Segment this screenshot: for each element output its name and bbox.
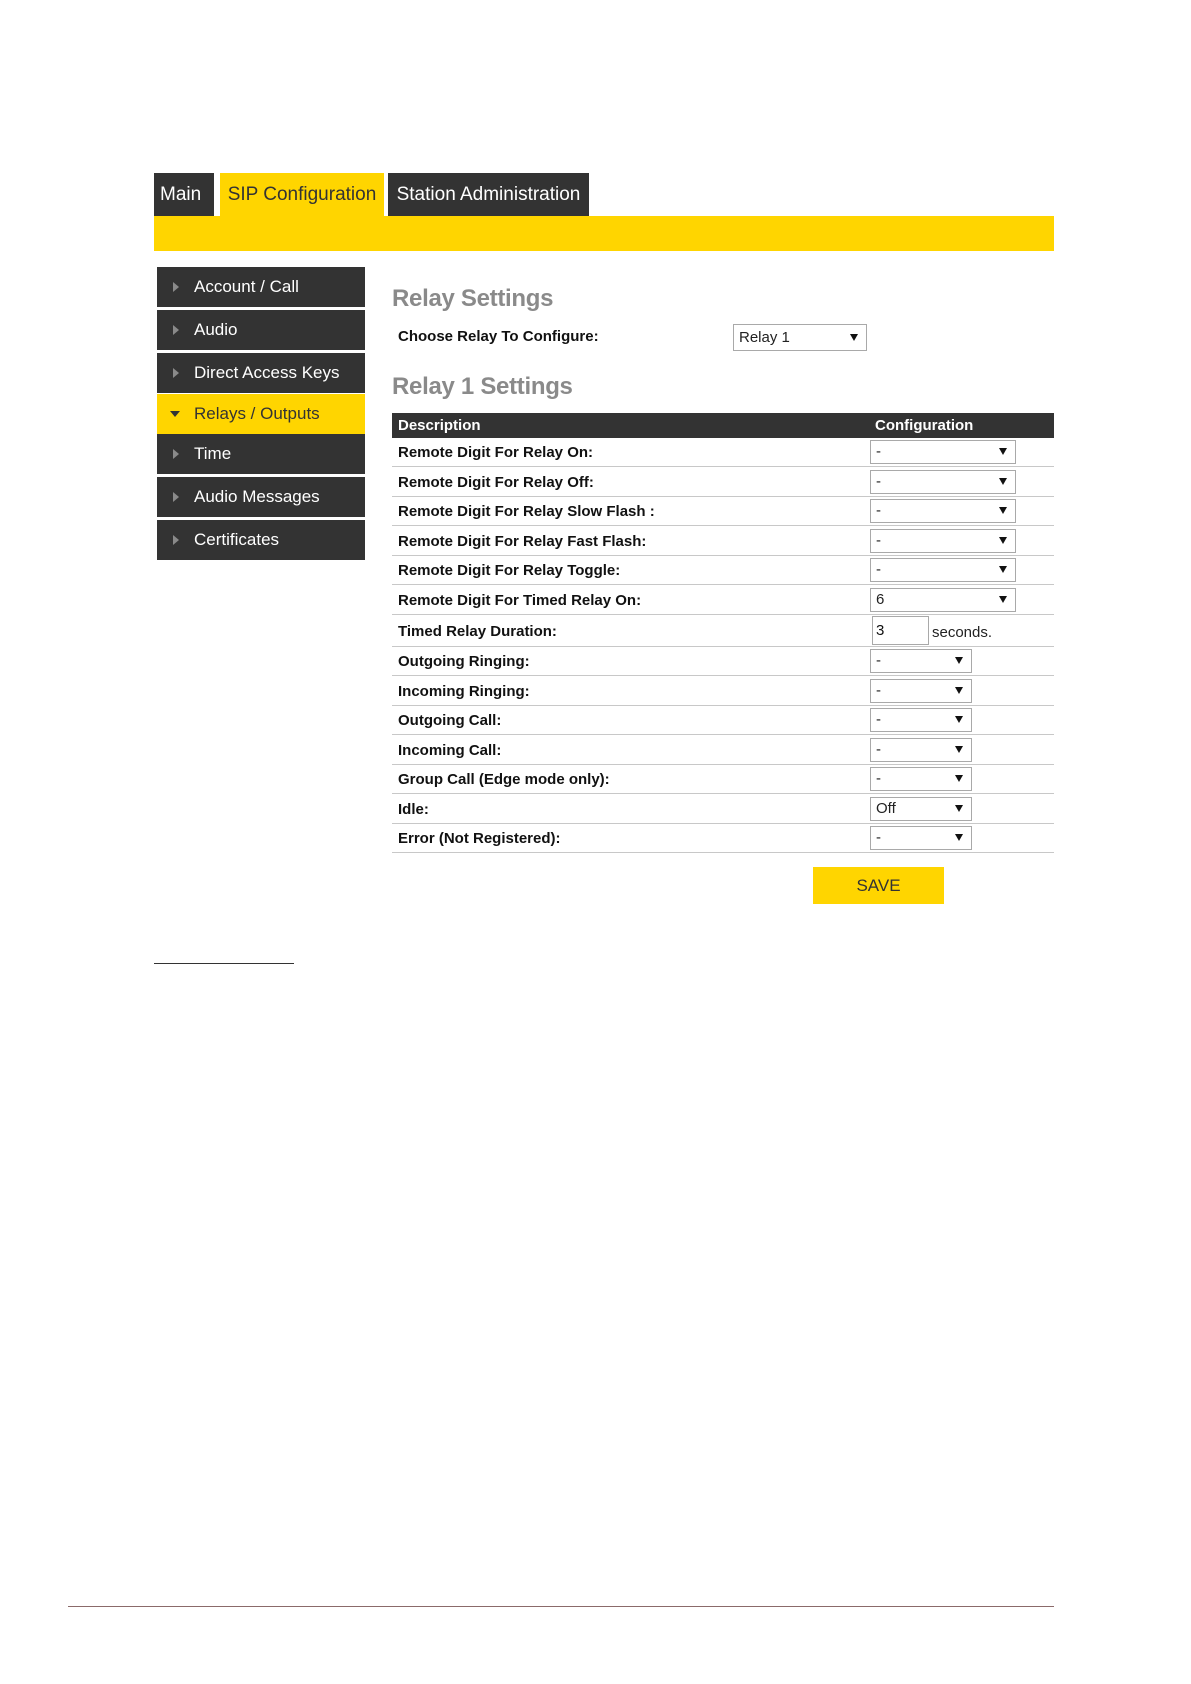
select-value: - — [876, 502, 881, 519]
caret-right-icon — [173, 282, 179, 292]
select-value: - — [876, 652, 881, 669]
row-label: Idle: — [398, 801, 429, 818]
table-row — [392, 794, 1054, 824]
chevron-down-icon — [955, 716, 963, 723]
chevron-down-icon — [850, 334, 858, 341]
caret-right-icon — [173, 449, 179, 459]
row-label: Remote Digit For Relay Toggle: — [398, 562, 621, 579]
relay-off-select[interactable] — [870, 470, 1016, 494]
group-call-select[interactable] — [870, 767, 972, 791]
select-value: - — [876, 741, 881, 758]
footer-divider — [68, 1606, 1054, 1607]
sidebar-item-label: Audio Messages — [194, 487, 320, 506]
chevron-down-icon — [999, 507, 1007, 514]
tab-main[interactable]: Main — [154, 173, 214, 216]
select-value: - — [876, 829, 881, 846]
save-button[interactable]: SAVE — [813, 867, 944, 904]
row-label: Timed Relay Duration: — [398, 623, 557, 640]
relay-select-value: Relay 1 — [739, 329, 790, 346]
select-value: - — [876, 711, 881, 728]
sidebar-item-audio-messages[interactable] — [157, 477, 365, 517]
tab-sip-configuration[interactable]: SIP Configuration — [220, 173, 384, 216]
sidebar-item-certificates[interactable] — [157, 520, 365, 560]
select-value: - — [876, 443, 881, 460]
sidebar-item-direct-access-keys[interactable] — [157, 353, 365, 393]
chevron-down-icon — [955, 657, 963, 664]
error-not-registered-select[interactable] — [870, 826, 972, 850]
chevron-down-icon — [955, 834, 963, 841]
row-label: Remote Digit For Relay On: — [398, 444, 594, 461]
sidebar-item-audio[interactable] — [157, 310, 365, 350]
table-row — [392, 824, 1054, 853]
select-value: - — [876, 473, 881, 490]
sidebar-item-label: Time — [194, 444, 232, 463]
relay-on-select[interactable] — [870, 440, 1016, 464]
relay-fast-flash-select[interactable] — [870, 529, 1016, 553]
chevron-down-icon — [999, 566, 1007, 573]
table-row — [392, 615, 1054, 647]
description-column-header: Description — [398, 417, 481, 434]
sidebar-item-label: Account / Call — [194, 277, 299, 296]
sidebar-item-relays-outputs[interactable] — [157, 394, 365, 434]
table-header — [392, 413, 1054, 438]
table-row — [392, 676, 1054, 706]
row-label: Outgoing Ringing: — [398, 653, 530, 670]
sidebar-item-label: Relays / Outputs — [194, 404, 320, 423]
table-row — [392, 467, 1054, 497]
table-row — [392, 556, 1054, 585]
caret-right-icon — [173, 325, 179, 335]
relay-toggle-select[interactable] — [870, 558, 1016, 582]
row-label: Group Call (Edge mode only): — [398, 771, 610, 788]
table-row — [392, 706, 1054, 735]
chevron-down-icon — [955, 746, 963, 753]
tab-station-administration[interactable]: Station Administration — [388, 173, 589, 216]
relay-settings-heading: Relay Settings — [392, 285, 554, 312]
relay-select[interactable] — [733, 324, 867, 351]
table-row — [392, 438, 1054, 467]
caret-right-icon — [173, 535, 179, 545]
row-label: Incoming Call: — [398, 742, 502, 759]
idle-select[interactable] — [870, 797, 972, 821]
chevron-down-icon — [999, 537, 1007, 544]
sidebar-item-label: Direct Access Keys — [194, 363, 340, 382]
sidebar-item-account-call[interactable] — [157, 267, 365, 307]
choose-relay-label: Choose Relay To Configure: — [398, 328, 599, 345]
chevron-down-icon — [999, 448, 1007, 455]
outgoing-ringing-select[interactable] — [870, 649, 972, 673]
row-label: Error (Not Registered): — [398, 830, 561, 847]
table-row — [392, 647, 1054, 676]
relay-slow-flash-select[interactable] — [870, 499, 1016, 523]
timed-relay-duration-input[interactable]: 3 — [872, 616, 929, 645]
chevron-down-icon — [955, 805, 963, 812]
row-label: Incoming Ringing: — [398, 683, 530, 700]
row-label: Remote Digit For Relay Fast Flash: — [398, 533, 647, 550]
caret-right-icon — [173, 368, 179, 378]
row-label: Remote Digit For Relay Slow Flash : — [398, 503, 655, 520]
select-value: - — [876, 682, 881, 699]
select-value: - — [876, 770, 881, 787]
select-value: - — [876, 561, 881, 578]
table-row — [392, 497, 1054, 526]
footnote-divider — [154, 963, 294, 964]
table-row — [392, 526, 1054, 556]
select-value: 6 — [876, 591, 885, 608]
incoming-ringing-select[interactable] — [870, 679, 972, 703]
caret-right-icon — [173, 492, 179, 502]
chevron-down-icon — [955, 775, 963, 782]
outgoing-call-select[interactable] — [870, 708, 972, 732]
caret-down-icon — [170, 411, 180, 417]
top-tab-bar — [154, 173, 1054, 216]
relay1-settings-heading: Relay 1 Settings — [392, 373, 573, 400]
table-row — [392, 765, 1054, 794]
incoming-call-select[interactable] — [870, 738, 972, 762]
sidebar-item-time[interactable] — [157, 434, 365, 474]
select-value: Off — [876, 800, 896, 817]
sidebar-item-label: Certificates — [194, 530, 280, 549]
table-row — [392, 735, 1054, 765]
chevron-down-icon — [999, 478, 1007, 485]
row-label: Remote Digit For Relay Off: — [398, 474, 594, 491]
duration-unit-label: seconds. — [932, 624, 993, 641]
table-row — [392, 585, 1054, 615]
row-label: Outgoing Call: — [398, 712, 502, 729]
select-value: - — [876, 532, 881, 549]
row-label: Remote Digit For Timed Relay On: — [398, 592, 642, 609]
timed-relay-on-select[interactable] — [870, 588, 1016, 612]
chevron-down-icon — [955, 687, 963, 694]
tab-accent-bar — [154, 216, 1054, 251]
configuration-column-header: Configuration — [875, 417, 974, 434]
sidebar-item-label: Audio — [194, 320, 238, 339]
chevron-down-icon — [999, 596, 1007, 603]
